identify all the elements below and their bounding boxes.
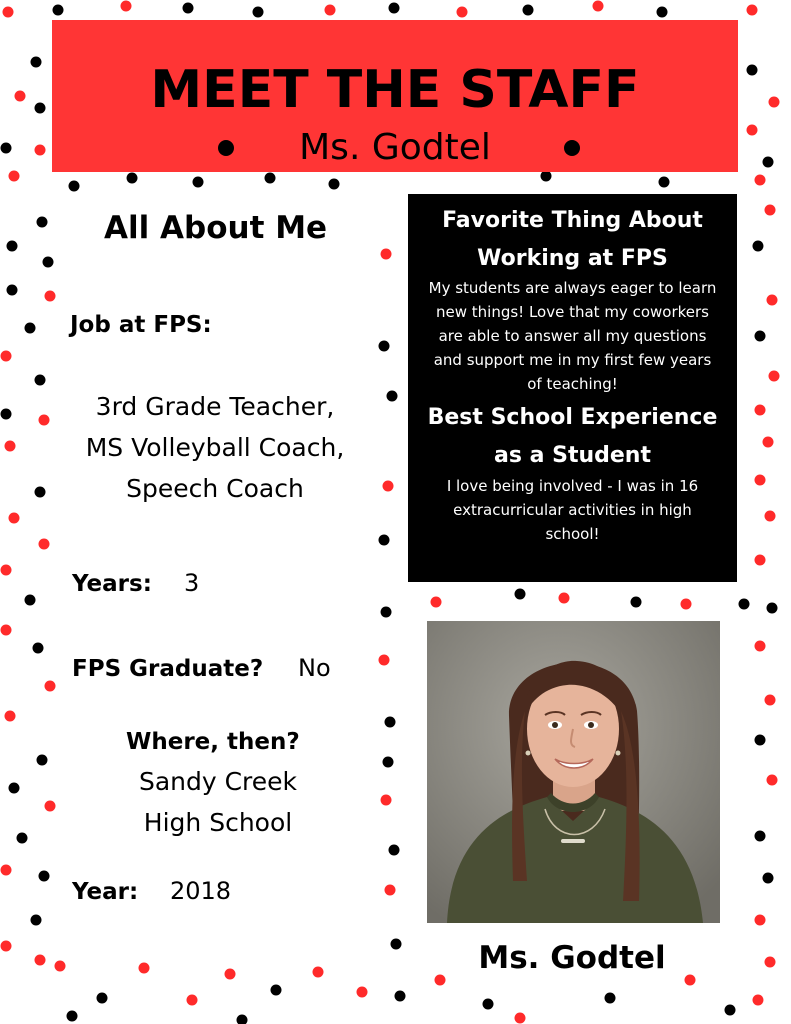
decor-dot [53, 5, 64, 16]
decor-dot [381, 795, 392, 806]
graduate-value: No [298, 654, 331, 682]
year-label: Year: [72, 879, 139, 905]
decor-dot [1, 143, 12, 154]
decor-dot [385, 885, 396, 896]
decor-dot [9, 513, 20, 524]
decor-dot [593, 1, 604, 12]
decor-dot [747, 65, 758, 76]
job-line: MS Volleyball Coach, [85, 433, 345, 462]
decor-dot [313, 967, 324, 978]
header-banner [52, 20, 738, 172]
decor-dot [39, 415, 50, 426]
decor-dot [97, 993, 108, 1004]
decor-dot [755, 175, 766, 186]
favorite-heading-line: Favorite Thing About [442, 208, 703, 233]
decor-dot [383, 481, 394, 492]
decor-dot [747, 125, 758, 136]
decor-dot [357, 987, 368, 998]
page-title: MEET THE STAFF [150, 60, 640, 120]
decor-dot [389, 845, 400, 856]
decor-dot [769, 371, 780, 382]
decor-dot [379, 535, 390, 546]
decor-dot [5, 711, 16, 722]
decor-dot [7, 241, 18, 252]
experience-line: school! [545, 525, 600, 543]
favorite-line: of teaching! [527, 375, 618, 393]
decor-dot [381, 607, 392, 618]
decor-dot [67, 1011, 78, 1022]
bullet-right [564, 140, 580, 156]
where-label: Where, then? [126, 729, 300, 755]
decor-dot [431, 597, 442, 608]
decor-dot [435, 975, 446, 986]
decor-dot [681, 599, 692, 610]
decor-dot [253, 7, 264, 18]
decor-dot [559, 593, 570, 604]
decor-dot [35, 375, 46, 386]
experience-text [414, 474, 731, 546]
decor-dot [755, 555, 766, 566]
favorite-line: My students are always eager to learn [428, 279, 717, 297]
graduate-label: FPS Graduate? [72, 656, 264, 682]
decor-dot [271, 985, 282, 996]
staff-name-subtitle: Ms. Godtel [299, 127, 491, 168]
decor-dot [753, 241, 764, 252]
experience-heading-line: as a Student [494, 443, 651, 468]
decor-dot [45, 681, 56, 692]
decor-dot [193, 177, 204, 188]
decor-dot [121, 1, 132, 12]
decor-dot [523, 5, 534, 16]
decor-dot [763, 873, 774, 884]
job-line: 3rd Grade Teacher, [95, 392, 335, 421]
favorite-line: new things! Love that my coworkers [436, 303, 709, 321]
decor-dot [381, 249, 392, 260]
about-heading: All About Me [104, 210, 328, 246]
decor-dot [379, 655, 390, 666]
decor-dot [605, 993, 616, 1004]
decor-dot [767, 295, 778, 306]
decor-dot [37, 755, 48, 766]
experience-line: I love being involved - I was in 16 [446, 477, 699, 495]
decor-dot [765, 511, 776, 522]
favorite-text [414, 276, 731, 396]
decor-dot [387, 391, 398, 402]
decor-dot [1, 351, 12, 362]
decor-dot [383, 757, 394, 768]
decor-dot [35, 487, 46, 498]
decor-dot [33, 643, 44, 654]
decor-dot [725, 1005, 736, 1016]
decor-dot [765, 957, 776, 968]
favorite-heading-line: Working at FPS [477, 246, 668, 271]
year-value: 2018 [170, 877, 232, 905]
decor-dot [541, 171, 552, 182]
decor-dot [515, 1013, 526, 1024]
job-line: Speech Coach [126, 474, 304, 503]
decor-dot [379, 341, 390, 352]
decor-dot [31, 915, 42, 926]
decor-dot [765, 695, 776, 706]
decor-dot [755, 831, 766, 842]
where-line: High School [143, 808, 293, 837]
favorite-line: and support me in my first few years [433, 351, 712, 369]
decor-dot [763, 157, 774, 168]
decor-dot [127, 173, 138, 184]
photo-caption: Ms. Godtel [478, 940, 666, 976]
decor-dot [391, 939, 402, 950]
decor-dot [7, 285, 18, 296]
decor-dot [45, 801, 56, 812]
decor-dot [69, 181, 80, 192]
decor-dot [657, 7, 668, 18]
where-line: Sandy Creek [138, 767, 298, 796]
decor-dot [747, 5, 758, 16]
decor-dot [1, 409, 12, 420]
where-value [108, 761, 328, 843]
decor-dot [483, 999, 494, 1010]
decor-dot [659, 177, 670, 188]
decor-dot [55, 961, 66, 972]
decor-dot [237, 1015, 248, 1024]
experience-line: extracurricular activities in high [453, 501, 692, 519]
decor-dot [39, 871, 50, 882]
decor-dot [139, 963, 150, 974]
decor-dot [31, 57, 42, 68]
job-label: Job at FPS: [70, 312, 212, 338]
decor-dot [685, 975, 696, 986]
decor-dot [755, 915, 766, 926]
decor-dot [767, 775, 778, 786]
decor-dot [631, 597, 642, 608]
decor-dot [5, 441, 16, 452]
decor-dot [37, 217, 48, 228]
decor-dot [39, 539, 50, 550]
decor-dot [753, 995, 764, 1006]
decor-dot [1, 941, 12, 952]
decor-dot [755, 475, 766, 486]
decor-dot [739, 599, 750, 610]
portrait-illustration [427, 621, 720, 923]
decor-dot [457, 7, 468, 18]
decor-dot [183, 3, 194, 14]
decor-dot [9, 171, 20, 182]
decor-dot [25, 323, 36, 334]
decor-dot [265, 173, 276, 184]
decor-dot [515, 589, 526, 600]
decor-dot [35, 145, 46, 156]
decor-dot [763, 437, 774, 448]
decor-dot [35, 955, 46, 966]
decor-dot [765, 205, 776, 216]
decor-dot [225, 969, 236, 980]
job-value [60, 386, 370, 509]
decor-dot [395, 991, 406, 1002]
favorite-heading [408, 202, 737, 278]
decor-dot [187, 995, 198, 1006]
decor-dot [15, 91, 26, 102]
decor-dot [45, 291, 56, 302]
decor-dot [389, 3, 400, 14]
decor-dot [755, 331, 766, 342]
experience-heading [408, 399, 737, 475]
years-label: Years: [72, 571, 152, 597]
decor-dot [755, 405, 766, 416]
decor-dot [17, 833, 28, 844]
decor-dot [1, 865, 12, 876]
decor-dot [25, 595, 36, 606]
decor-dot [755, 641, 766, 652]
decor-dot [3, 7, 14, 18]
info-box [408, 194, 737, 582]
decor-dot [769, 97, 780, 108]
staff-photo [427, 621, 720, 923]
decor-dot [325, 5, 336, 16]
decor-dot [43, 257, 54, 268]
experience-heading-line: Best School Experience [427, 405, 718, 430]
decor-dot [767, 603, 778, 614]
decor-dot [1, 625, 12, 636]
decor-dot [1, 565, 12, 576]
decor-dot [385, 717, 396, 728]
decor-dot [9, 783, 20, 794]
decor-dot [329, 179, 340, 190]
favorite-line: are able to answer all my questions [438, 327, 707, 345]
decor-dot [755, 735, 766, 746]
decor-dot [35, 103, 46, 114]
years-value: 3 [184, 569, 200, 597]
